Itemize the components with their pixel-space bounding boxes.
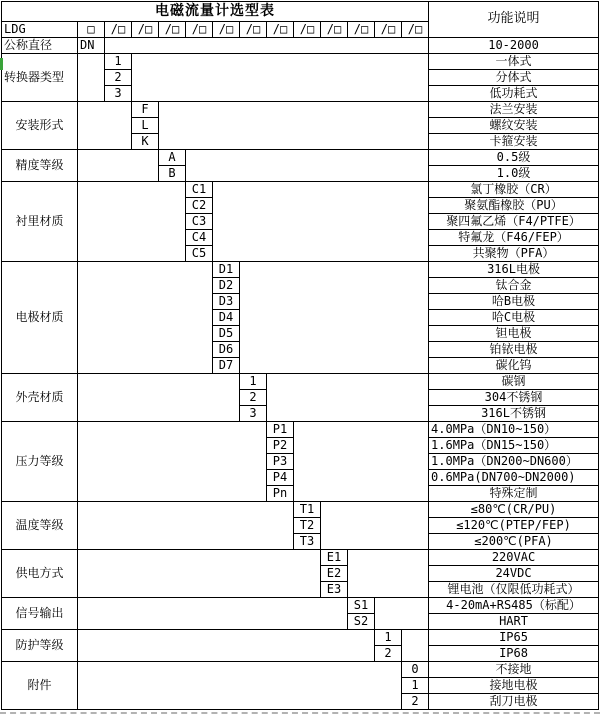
description-cell: 316L不锈钢	[429, 406, 599, 422]
description-cell: ≤80℃(CR/PU)	[429, 502, 599, 518]
category-label: 供电方式	[2, 550, 78, 598]
category-label: 温度等级	[2, 502, 78, 550]
blank-cell	[348, 550, 429, 598]
code-cell: F	[132, 102, 159, 118]
table-row	[2, 54, 599, 70]
code-cell: B	[159, 166, 186, 182]
code-cell: 2	[375, 646, 402, 662]
function-column-header: 功能说明	[429, 2, 599, 38]
description-cell: 低功耗式	[429, 86, 599, 102]
model-code-slot: /□	[186, 22, 213, 38]
blank-cell	[105, 38, 429, 54]
description-cell: 220VAC	[429, 550, 599, 566]
description-cell: 哈C电极	[429, 310, 599, 326]
code-cell: 2	[240, 390, 267, 406]
model-code-slot: /□	[375, 22, 402, 38]
code-cell: D7	[213, 358, 240, 374]
code-cell: 3	[105, 86, 132, 102]
code-cell: T3	[294, 534, 321, 550]
code-cell: 1	[375, 630, 402, 646]
code-cell: C3	[186, 214, 213, 230]
blank-cell	[321, 502, 429, 550]
description-cell: 卡箍安装	[429, 134, 599, 150]
description-cell: 共聚物（PFA）	[429, 246, 599, 262]
blank-cell	[78, 150, 159, 182]
code-cell: D1	[213, 262, 240, 278]
description-cell: 特氟龙（F46/FEP）	[429, 230, 599, 246]
model-code-slot: /□	[321, 22, 348, 38]
code-cell: D4	[213, 310, 240, 326]
model-code-slot: /□	[159, 22, 186, 38]
description-cell: 氯丁橡胶（CR）	[429, 182, 599, 198]
table-row	[2, 662, 599, 678]
category-label: 精度等级	[2, 150, 78, 182]
table-row	[2, 262, 599, 278]
code-cell: E2	[321, 566, 348, 582]
description-cell: 304不锈钢	[429, 390, 599, 406]
description-cell: 钽电极	[429, 326, 599, 342]
description-cell: 法兰安装	[429, 102, 599, 118]
description-cell: 1.0级	[429, 166, 599, 182]
blank-cell	[294, 422, 429, 502]
description-cell: 哈B电极	[429, 294, 599, 310]
code-cell: 0	[402, 662, 429, 678]
description-cell: 聚四氟乙烯（F4/PTFE）	[429, 214, 599, 230]
blank-cell	[240, 262, 429, 374]
code-cell: Pn	[267, 486, 294, 502]
page-break-dashed-line	[0, 712, 600, 714]
blank-cell	[78, 182, 186, 262]
code-cell: D3	[213, 294, 240, 310]
code-cell: S1	[348, 598, 375, 614]
code-cell: T1	[294, 502, 321, 518]
description-cell: 一体式	[429, 54, 599, 70]
code-cell: C4	[186, 230, 213, 246]
description-cell: 316L电极	[429, 262, 599, 278]
description-cell: IP65	[429, 630, 599, 646]
description-cell: 4.0MPa（DN10~150）	[429, 422, 599, 438]
description-cell: ≤120℃(PTEP/FEP)	[429, 518, 599, 534]
code-cell: P2	[267, 438, 294, 454]
table-row	[2, 182, 599, 198]
blank-cell	[186, 150, 429, 182]
table-row	[2, 2, 599, 22]
code-cell: E3	[321, 582, 348, 598]
table-row	[2, 550, 599, 566]
table-row	[2, 502, 599, 518]
description-cell: ≤200℃(PFA)	[429, 534, 599, 550]
code-cell: 2	[402, 694, 429, 710]
category-label: 防护等级	[2, 630, 78, 662]
description-cell: 1.6MPa（DN15~150）	[429, 438, 599, 454]
description-cell: 碳钢	[429, 374, 599, 390]
code-cell: K	[132, 134, 159, 150]
code-cell: D5	[213, 326, 240, 342]
blank-cell	[78, 422, 267, 502]
description-cell: HART	[429, 614, 599, 630]
code-cell: 3	[240, 406, 267, 422]
blank-cell	[402, 630, 429, 662]
green-edge-marker	[0, 58, 3, 70]
category-label: 公称直径	[2, 38, 78, 54]
code-cell: P1	[267, 422, 294, 438]
description-cell: 铂铱电极	[429, 342, 599, 358]
description-cell: 聚氨酯橡胶（PU）	[429, 198, 599, 214]
code-cell: DN	[78, 38, 105, 54]
code-cell: A	[159, 150, 186, 166]
code-cell: 1	[105, 54, 132, 70]
table-row	[2, 598, 599, 614]
model-code-slot: /□	[294, 22, 321, 38]
model-code-slot: /□	[267, 22, 294, 38]
code-cell: 2	[105, 70, 132, 86]
model-code-slot: /□	[132, 22, 159, 38]
description-cell: 特殊定制	[429, 486, 599, 502]
description-cell: 不接地	[429, 662, 599, 678]
blank-cell	[267, 374, 429, 422]
table-row	[2, 374, 599, 390]
model-code-slot: /□	[240, 22, 267, 38]
blank-cell	[159, 102, 429, 150]
blank-cell	[78, 662, 402, 710]
table-row	[2, 102, 599, 118]
code-cell: P3	[267, 454, 294, 470]
description-cell: 锂电池（仅限低功耗式）	[429, 582, 599, 598]
code-cell: D6	[213, 342, 240, 358]
model-code-slot: /□	[348, 22, 375, 38]
category-label: 外壳材质	[2, 374, 78, 422]
category-label: 信号输出	[2, 598, 78, 630]
model-code-slot: /□	[402, 22, 429, 38]
category-label: 压力等级	[2, 422, 78, 502]
code-cell: S2	[348, 614, 375, 630]
code-cell: L	[132, 118, 159, 134]
table-row	[2, 38, 599, 54]
description-cell: 10-2000	[429, 38, 599, 54]
selection-table-body	[2, 2, 599, 710]
code-cell: 1	[402, 678, 429, 694]
description-cell: 螺纹安装	[429, 118, 599, 134]
blank-cell	[78, 550, 321, 598]
model-code-slot: /□	[213, 22, 240, 38]
description-cell: 0.6MPa(DN700~DN2000)	[429, 470, 599, 486]
code-cell: E1	[321, 550, 348, 566]
blank-cell	[213, 182, 429, 262]
table-row	[2, 422, 599, 438]
description-cell: 24VDC	[429, 566, 599, 582]
blank-cell	[78, 54, 105, 102]
category-label: 衬里材质	[2, 182, 78, 262]
code-cell: T2	[294, 518, 321, 534]
category-label: 转换器类型	[2, 54, 78, 102]
description-cell: 分体式	[429, 70, 599, 86]
blank-cell	[78, 374, 240, 422]
category-label: 电极材质	[2, 262, 78, 374]
code-cell: C2	[186, 198, 213, 214]
table-title: 电磁流量计选型表	[2, 2, 429, 22]
code-cell: D2	[213, 278, 240, 294]
table-row	[2, 630, 599, 646]
code-cell: P4	[267, 470, 294, 486]
description-cell: 碳化钨	[429, 358, 599, 374]
description-cell: 0.5级	[429, 150, 599, 166]
code-cell: 1	[240, 374, 267, 390]
selection-table	[1, 1, 599, 710]
description-cell: 刮刀电极	[429, 694, 599, 710]
blank-cell	[78, 502, 294, 550]
model-prefix: LDG	[2, 22, 78, 38]
blank-cell	[78, 262, 213, 374]
blank-cell	[78, 102, 132, 150]
description-cell: 4-20mA+RS485（标配）	[429, 598, 599, 614]
blank-cell	[78, 630, 375, 662]
description-cell: 1.0MPa（DN200~DN600）	[429, 454, 599, 470]
table-row	[2, 150, 599, 166]
code-cell: C5	[186, 246, 213, 262]
model-code-slot: □	[78, 22, 105, 38]
description-cell: 钛合金	[429, 278, 599, 294]
description-cell: IP68	[429, 646, 599, 662]
model-code-slot: /□	[105, 22, 132, 38]
category-label: 安装形式	[2, 102, 78, 150]
blank-cell	[375, 598, 429, 630]
category-label: 附件	[2, 662, 78, 710]
blank-cell	[132, 54, 429, 102]
blank-cell	[78, 598, 348, 630]
code-cell: C1	[186, 182, 213, 198]
description-cell: 接地电极	[429, 678, 599, 694]
